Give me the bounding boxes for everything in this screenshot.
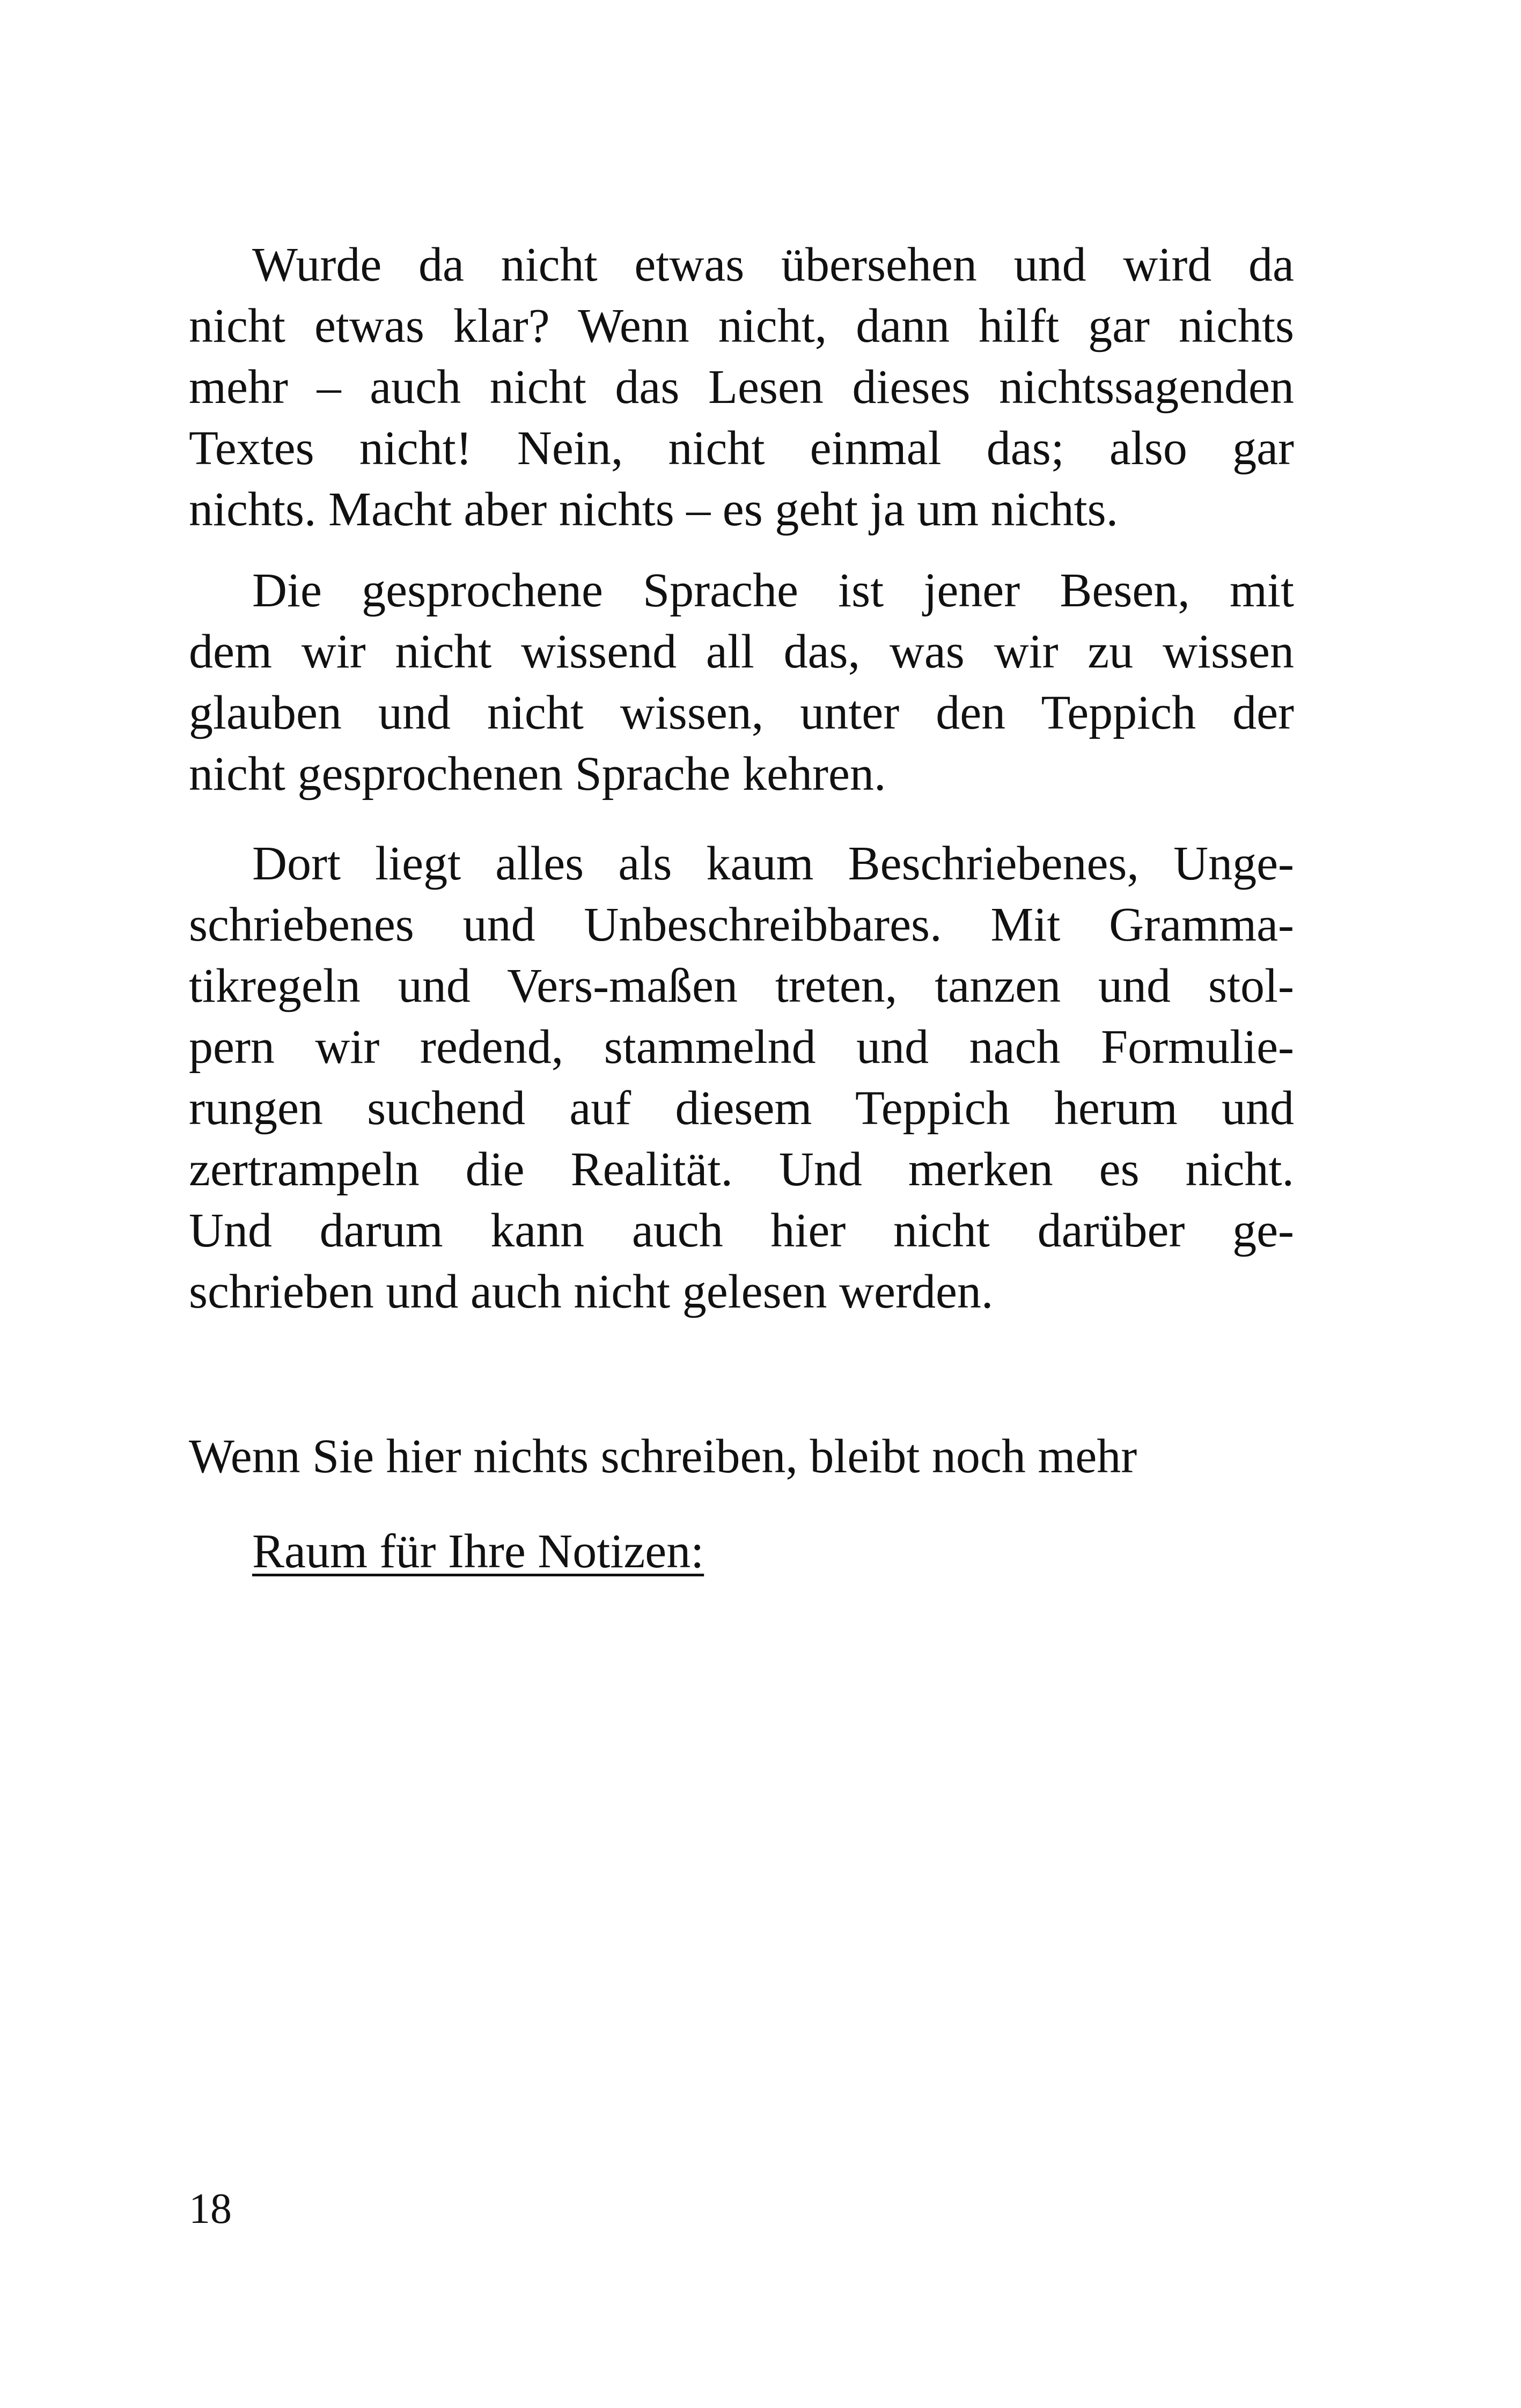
paragraph-3 [189, 833, 1294, 1323]
paragraph-line: Und darum kann auch hier nicht darüber ge- [189, 1204, 1294, 1257]
paragraph-line: Dort liegt alles als kaum Beschriebenes, Unge- [252, 837, 1294, 890]
paragraph-line: Wurde da nicht etwas übersehen und wird da [252, 238, 1294, 291]
paragraph-line: rungen suchend auf diesem Teppich herum und [189, 1082, 1294, 1135]
paragraph-line: nicht gesprochenen Sprache kehren. [189, 747, 886, 801]
paragraph-line: tikregeln und Vers-maßen treten, tanzen und stol- [189, 959, 1294, 1012]
paragraph-line: schriebenes und Unbeschreibbares. Mit Gramma- [189, 898, 1294, 951]
paragraph-line: Textes nicht! Nein, nicht einmal das; also gar [189, 422, 1294, 475]
paragraph-line: glauben und nicht wissen, unter den Teppich der [189, 686, 1294, 739]
paragraph-2 [189, 560, 1294, 805]
paragraph-line: pern wir redend, stammelnd und nach Formulie- [189, 1021, 1294, 1074]
page-number: 18 [189, 2185, 232, 2233]
paragraph-line: nicht etwas klar? Wenn nicht, dann hilft gar nichts [189, 299, 1294, 353]
notes-intro-text: Wenn Sie hier nichts schreiben, bleibt noch mehr [189, 1430, 1137, 1483]
notes-heading: Raum für Ihre Notizen: [252, 1525, 704, 1578]
paragraph-line: dem wir nicht wissend all das, was wir zu wissen [189, 625, 1294, 678]
paragraph-line: mehr – auch nicht das Lesen dieses nichtssagenden [189, 361, 1294, 414]
paragraph-line: nichts. Macht aber nichts – es geht ja um nichts. [189, 483, 1119, 536]
paragraph-line: schrieben und auch nicht gelesen werden. [189, 1265, 994, 1318]
paragraph-line: zertrampeln die Realität. Und merken es nicht. [189, 1143, 1294, 1196]
paragraph-line: Die gesprochene Sprache ist jener Besen, mit [252, 564, 1294, 617]
paragraph-1 [189, 234, 1294, 540]
